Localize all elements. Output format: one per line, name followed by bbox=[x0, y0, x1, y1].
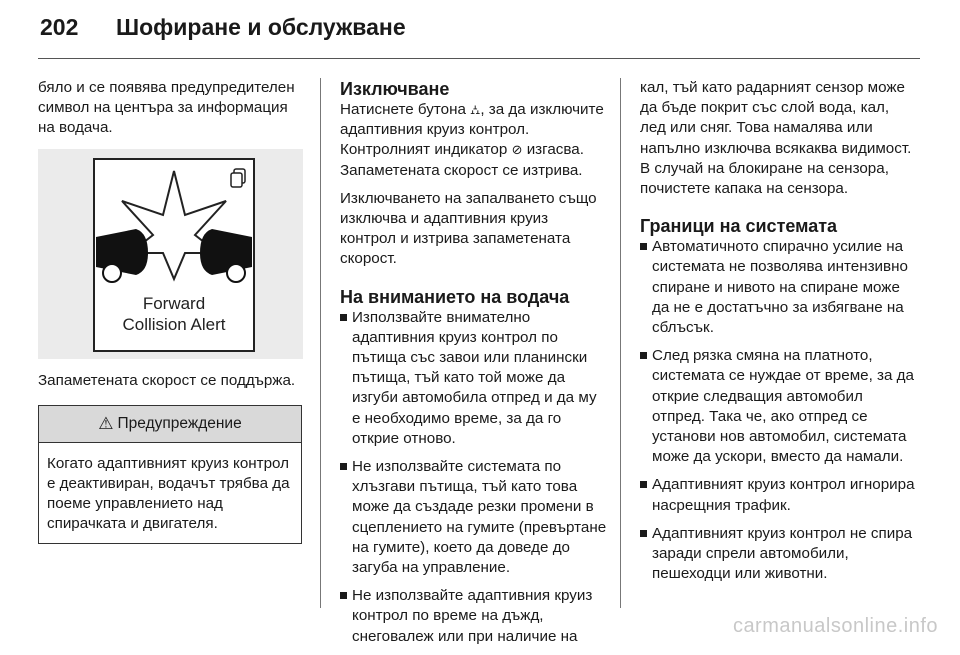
list-item: Адаптивният круиз контрол не спира заради спрели автомобили, пешеходци или животни. bbox=[640, 524, 918, 585]
heading-system-limits: Граници на системата bbox=[640, 216, 838, 237]
warning-box bbox=[38, 405, 302, 544]
image-line-2: Collision Alert bbox=[122, 314, 226, 334]
list-item: Автоматичното спирачно усилие на системата не позволява интензивно спиране и нивото на спиране може да не е достатъчно за избягване на сблъсък. bbox=[640, 237, 918, 338]
column-3 bbox=[640, 78, 918, 592]
list-item: Адаптивният круиз контрол игнорира насрещния трафик. bbox=[640, 475, 918, 515]
collision-alert-illustration bbox=[38, 149, 303, 359]
list-item: Не използвайте системата по хлъзгави пътища, тъй като това може да създаде резки промени в сцеплението на гумите (превъртане на гумите), което да доведе до загуба на управление. bbox=[340, 457, 608, 578]
list-item: Не използвайте адаптивния круиз контрол по време на дъжд, снеговалеж или при наличие на bbox=[340, 586, 608, 647]
intro-paragraph: бяло и се появява предупредителен символ на центъра за информация на водача. bbox=[38, 79, 295, 137]
list-item: Използвайте внимателно адаптивния круиз контрол по пътища със завои или планински пътища, тъй като той може да изгуби автомобила отпред и да му е необходимо време, за да го открие отново. bbox=[340, 308, 608, 449]
column-divider-2 bbox=[620, 78, 621, 608]
header-divider bbox=[38, 58, 920, 59]
watermark: carmanualsonline.info bbox=[732, 615, 938, 637]
continuation-paragraph: кал, тъй като радарният сензор може да бъде покрит със слой вода, кал, лед или сняг. Това намалява или напълно изключва всякаква видимост. В случай на блокиране на сензора, почистете капака на сензора. bbox=[640, 79, 912, 198]
heading-switch-off: Изключване bbox=[340, 79, 450, 99]
column-1 bbox=[38, 78, 306, 544]
heading-driver-attention: На вниманието на водача bbox=[340, 286, 570, 307]
warning-title: Предупреждение bbox=[117, 414, 242, 432]
switch-off-paragraph-1: Натиснете бутона ⛼, за да изключите адаптивния круиз контрол. Контролният индикатор ⊘ изгасва. Запаметената скорост се изтрива. bbox=[340, 101, 604, 179]
image-line-1: Forward bbox=[142, 293, 206, 313]
stored-speed-paragraph: Запаметената скорост се поддържа. bbox=[38, 371, 296, 389]
warning-header bbox=[39, 406, 301, 443]
column-2 bbox=[340, 78, 608, 655]
list-item: След рязка смяна на платното, системата се нуждае от време, за да открие следващия автомобил отпред. Така че, ако отпред се установи нов автомобил, системата може да ускори, вместо да намали. bbox=[640, 346, 918, 467]
limits-list bbox=[640, 237, 918, 584]
attention-list bbox=[340, 308, 608, 647]
warning-triangle-icon: ⚠ bbox=[98, 413, 114, 433]
column-divider-1 bbox=[320, 78, 321, 608]
switch-off-paragraph-2: Изключването на запалването също изключва и адаптивния круиз контрол и изтрива запаметената скорост. bbox=[340, 189, 597, 268]
page-number: 202 bbox=[40, 14, 79, 40]
warning-text: Когато адаптивният круиз контрол е деактивиран, водачът трябва да поеме управлението над спирачката и двигателя. bbox=[47, 454, 290, 533]
forward-collision-alert-image bbox=[38, 149, 303, 359]
page-title: Шофиране и обслужване bbox=[116, 14, 406, 40]
page-header bbox=[40, 14, 406, 48]
cruise-button-icon: ⛼ bbox=[470, 102, 481, 117]
cruise-indicator-icon: ⊘ bbox=[511, 142, 523, 158]
